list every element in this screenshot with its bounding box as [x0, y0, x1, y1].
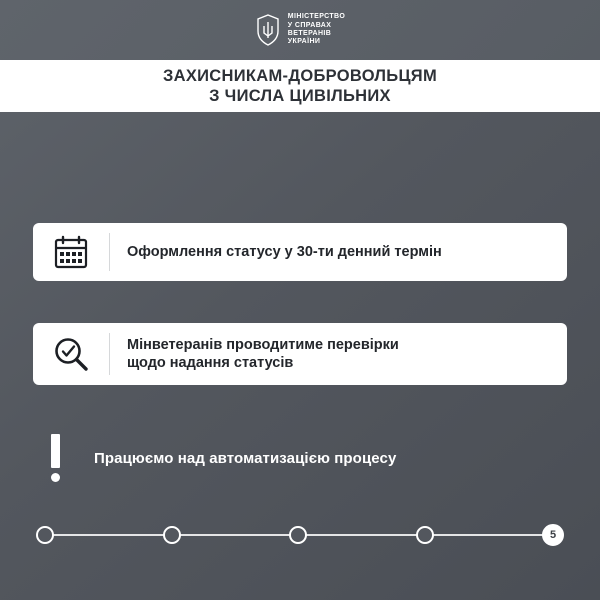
- progress-step-3[interactable]: [289, 526, 307, 544]
- page-title: [0, 60, 600, 112]
- calendar-icon: [33, 235, 109, 269]
- info-card-text: [110, 243, 442, 261]
- info-card-text-line-1: Мінветеранів проводитиме перевірки: [127, 337, 399, 353]
- slide-content: [0, 112, 600, 600]
- progress-step-2[interactable]: [163, 526, 181, 544]
- progress-step-1[interactable]: [36, 526, 54, 544]
- progress-step-5-current[interactable]: 5: [542, 524, 564, 546]
- note-row: [33, 427, 567, 489]
- ministry-header: [0, 0, 600, 60]
- ministry-line-3: ВЕТЕРАНІВ: [287, 30, 332, 37]
- note-text: Працюємо над автоматизацією процесу: [94, 449, 397, 467]
- progress-indicator: [36, 524, 564, 546]
- info-card-text: [110, 336, 399, 372]
- info-card-text-line-1: Оформлення статусу у 30-ти денний термін: [127, 244, 442, 260]
- info-card-status-term: [33, 223, 567, 281]
- progress-steps: [36, 524, 564, 546]
- page-title-line-2: З ЧИСЛА ЦИВІЛЬНИХ: [209, 87, 391, 105]
- ministry-name: [288, 13, 345, 47]
- ministry-line-4: УКРАЇНИ: [287, 38, 321, 46]
- ministry-logo: [255, 13, 345, 47]
- ministry-emblem-icon: [255, 14, 281, 46]
- page-title-line-1: ЗАХИСНИКАМ-ДОБРОВОЛЬЦЯМ: [162, 67, 438, 85]
- ministry-line-1: МІНІСТЕРСТВО: [287, 13, 346, 21]
- info-card-verification: [33, 323, 567, 385]
- magnifier-icon: [33, 336, 109, 372]
- exclamation-icon: [33, 434, 77, 482]
- progress-step-4[interactable]: [416, 526, 434, 544]
- ministry-line-2: У СПРАВАХ: [287, 21, 332, 29]
- info-card-text-line-2: щодо надання статусів: [127, 355, 294, 371]
